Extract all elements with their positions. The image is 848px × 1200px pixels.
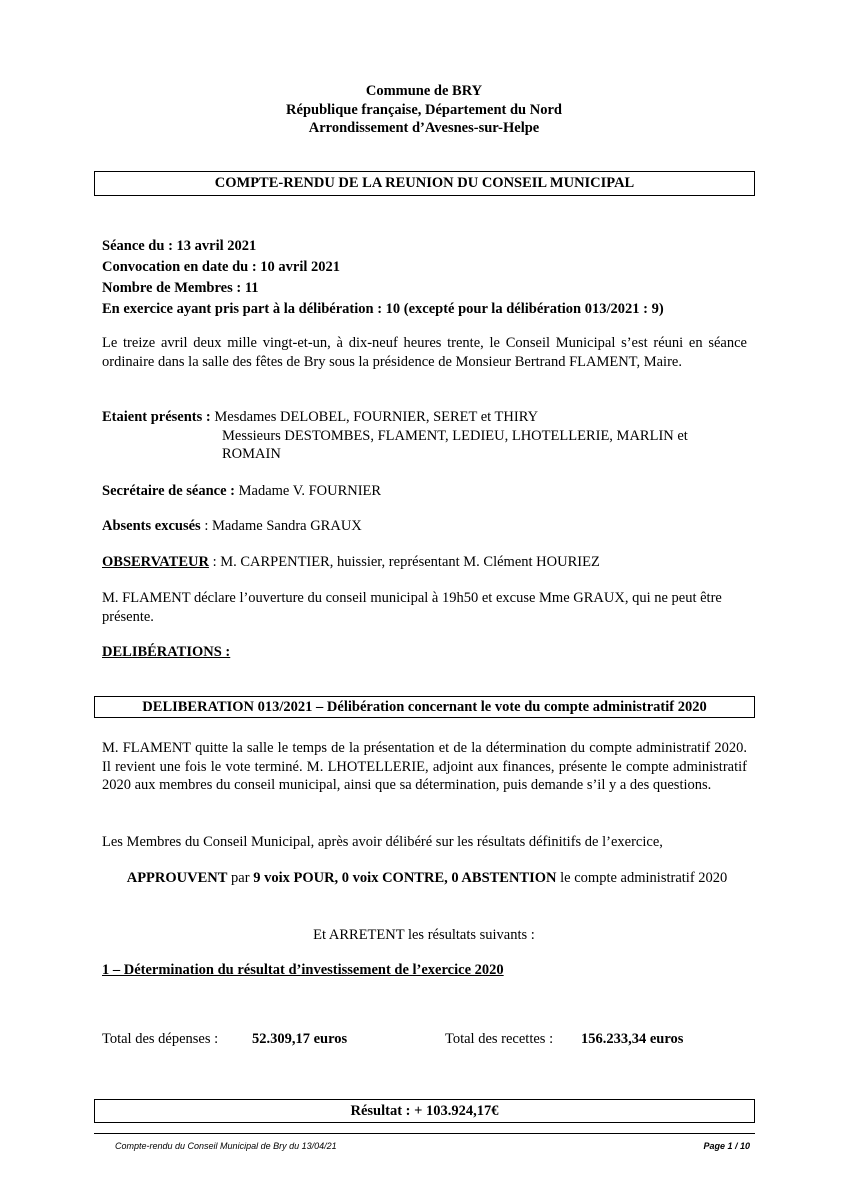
approve-votes: 9 voix POUR, 0 voix CONTRE, 0 ABSTENTION xyxy=(253,870,557,886)
session-info xyxy=(102,236,762,320)
present-mesdames: Mesdames DELOBEL, FOURNIER, SERET et THIRY xyxy=(214,409,539,425)
session-convocation: Convocation en date du : 10 avril 2021 xyxy=(102,259,341,275)
arretent-line: Et ARRETENT les résultats suivants : xyxy=(313,927,535,943)
members-line: Les Membres du Conseil Municipal, après avoir délibéré sur les résultats définitifs de l’exercice, xyxy=(102,834,663,850)
absents-line xyxy=(102,517,752,536)
depenses-value: 52.309,17 euros xyxy=(252,1031,348,1047)
section1-heading xyxy=(102,961,504,980)
approve-par: par xyxy=(227,870,254,886)
session-participants: En exercice ayant pris part à la délibération : 10 (excepté pour la délibération 013/2021 : 9) xyxy=(102,301,664,317)
observer-label: OBSERVATEUR xyxy=(102,554,209,570)
header-commune: Commune de BRY xyxy=(365,83,483,99)
secretary-value: Madame V. FOURNIER xyxy=(238,483,382,499)
section1-heading-text: 1 – Détermination du résultat d’investissement de l’exercice 2020 xyxy=(102,962,504,978)
secretary-line xyxy=(102,482,752,501)
secretary-label: Secrétaire de séance : xyxy=(102,483,235,499)
footer-left: Compte-rendu du Conseil Municipal de Bry du 13/04/21 xyxy=(115,1141,337,1151)
intro-paragraph: Le treize avril deux mille vingt-et-un, à dix-neuf heures trente, le Conseil Municipal s’est réuni en séance ordinaire dans la salle des fêtes de Bry sous la présidence de Monsieur Bertrand FLAMENT, Maire. xyxy=(102,335,747,370)
session-members: Nombre de Membres : 11 xyxy=(102,280,259,296)
header-republique: République française, Département du Nord xyxy=(286,101,562,118)
footer-rule xyxy=(94,1133,755,1134)
observer-value: : M. CARPENTIER, huissier, représentant M. Clément HOURIEZ xyxy=(208,554,600,570)
deliberation-paragraph: M. FLAMENT quitte la salle le temps de la présentation et de la détermination du compte administratif 2020. Il revient une fois le vote terminé. M. LHOTELLERIE, adjoint aux finances, présente le compte administratif 2020 aux membres du conseil municipal, ainsi que sa détermination, puis demande s’il y a des questions. xyxy=(102,740,747,793)
approve-rest: le compte administratif 2020 xyxy=(556,870,728,886)
deliberations-heading xyxy=(102,643,230,662)
deliberation-title-box xyxy=(94,696,755,718)
approve-line xyxy=(112,869,742,888)
depenses-label: Total des dépenses : xyxy=(102,1031,219,1047)
deliberations-heading-text: DELIBÉRATIONS : xyxy=(102,644,231,660)
recettes-label: Total des recettes : xyxy=(445,1031,554,1047)
main-title-box xyxy=(94,171,755,196)
main-title: COMPTE-RENDU DE LA REUNION DU CONSEIL MUNICIPAL xyxy=(214,175,635,191)
session-date: Séance du : 13 avril 2021 xyxy=(102,238,257,254)
present-block xyxy=(102,408,752,464)
opening-paragraph: M. FLAMENT déclare l’ouverture du conseil municipal à 19h50 et excuse Mme GRAUX, qui ne peut être présente. xyxy=(102,590,722,625)
footer-page: Page 1 / 10 xyxy=(703,1141,750,1151)
result-value: Résultat : + 103.924,17€ xyxy=(350,1103,499,1119)
document-header xyxy=(0,82,848,138)
present-messieurs: Messieurs DESTOMBES, FLAMENT, LEDIEU, LHOTELLERIE, MARLIN et ROMAIN xyxy=(222,427,688,462)
deliberation-title: DELIBERATION 013/2021 – Délibération concernant le vote du compte administratif 2020 xyxy=(142,699,707,715)
absents-value: : Madame Sandra GRAUX xyxy=(200,518,362,534)
approve-word: APPROUVENT xyxy=(126,870,228,886)
result-box xyxy=(94,1099,755,1123)
present-label: Etaient présents : xyxy=(102,409,211,425)
header-arrondissement: Arrondissement d’Avesnes-sur-Helpe xyxy=(308,120,540,136)
observer-line xyxy=(102,553,752,572)
recettes-value: 156.233,34 euros xyxy=(581,1031,684,1047)
absents-label: Absents excusés xyxy=(102,518,201,534)
